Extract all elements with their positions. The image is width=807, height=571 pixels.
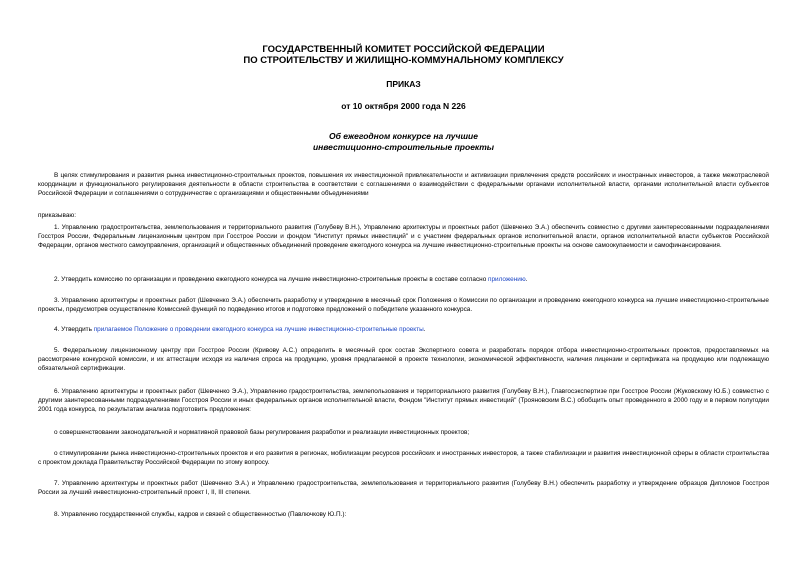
item-6-subitem-b: о стимулировании рынка инвестиционно-строительных проектов и его развития в регионах, мобилизации ресурсов российских и иностранных инвесторов, а также стабилизации и развития инвестиционной сферы в области строительства с проектом доклада Правительству Российской Федерации по этому вопросу. bbox=[38, 450, 769, 466]
item-2-end: . bbox=[525, 276, 528, 283]
preamble-paragraph: В целях стимулирования и развития рынка инвестиционно-строительных проектов, повышения их инвестиционной привлекательности и активизации привлечения средств российских и иностранных инвесторов, а также межотраслевой координации и функционального регулирования деятельности в области строительства в соответствии с соглашениями о взаимодействии с федеральными органами исполнительной власти, органами исполнительной власти субъектов Российской Федерации и соглашениями о сотрудничестве с организациями и общественными объединениями bbox=[38, 172, 769, 197]
item-2-text: 2. Утвердить комиссию по организации и проведению ежегодного конкурса на лучшие инвестиционно-строительные проекты в составе согласно bbox=[54, 276, 489, 283]
appendix-link[interactable]: приложению bbox=[488, 276, 526, 283]
item-4-text: 4. Утвердить bbox=[54, 326, 94, 333]
item-3-paragraph: 3. Управлению архитектуры и проектных работ (Шевченко Э.А.) обеспечить разработку и утверждение в месячный срок Положения о Комиссии по организации и проведению ежегодного конкурса на лучшие инвестиционно-строительные проекты, предусмотрев осуществление Комиссией функций по подведению итогов и подготовке предложений о победителе указанного конкурса. bbox=[38, 297, 769, 313]
regulation-link[interactable]: прилагаемое Положение о проведении ежегодного конкурса на лучшие инвестиционно-строительные проекты bbox=[93, 326, 424, 333]
item-6-subitem-a: о совершенствовании законодательной и нормативной правовой базы регулирования разработки и реализации инвестиционных проектов; bbox=[54, 429, 470, 436]
item-7-paragraph: 7. Управлению архитектуры и проектных работ (Шевченко Э.А.) и Управлению градостроительства, землепользования и территориального развития (Голубеву В.Н.) обеспечить разработку и утверждение образцов Дипломов Госстроя России за лучший инвестиционно-строительный проект I, II, III степени. bbox=[38, 480, 769, 496]
agency-title-line2: ПО СТРОИТЕЛЬСТВУ И ЖИЛИЩНО-КОММУНАЛЬНОМУ КОМПЛЕКСУ bbox=[243, 55, 564, 66]
subject-line2: инвестиционно-строительные проекты bbox=[312, 142, 495, 152]
item-6-paragraph: 6. Управлению архитектуры и проектных работ (Шевченко Э.А.), Управлению градостроительства, землепользования и территориального развития (Голубеву В.Н.), Главгосэкспертизе при Госстрое России (Жуковскому Ю.Б.) совместно с другими заинтересованными подразделениями Госстроя России и иных федеральных органов исполнительной власти, Фондом "Институт прямых инвестиций" (Трояновским В.С.) обобщить опыт проведенного в 2000 году и в первом полугодии 2001 года конкурса, по результатам анализа подготовить предложения: bbox=[38, 388, 769, 413]
order-word: приказываю: bbox=[38, 212, 76, 219]
item-5-paragraph: 5. Федеральному лицензионному центру при Госстрое России (Кривову А.С.) определить в месячный срок состав Экспертного совета и разработать порядок отбора инвестиционно-строительных проектов, предоставляемых на рассмотрение конкурсной комиссии, и их аттестации исходя из наличия спроса на продукцию, уровня предлагаемой в проекте технологии, экономической эффективности, наличия лицензии и сертификата на продукцию или подлежащую обязательной сертификации. bbox=[38, 347, 769, 372]
item-1-paragraph: 1. Управлению градостроительства, землепользования и территориального развития (Голубеву В.Н.), Управлению архитектуры и проектных работ (Шевченко Э.А.) обеспечить совместно с другими заинтересованными подразделениями Госстроя России, Федеральным лицензионным центром при Госстрое России и фондом "Институт прямых инвестиций" и с участием федеральных органов исполнительной власти, органов исполнительной власти субъектов Российской Федерации, органов местного самоуправления, организаций и общественных объединений проведение ежегодного конкурса на лучшие инвестиционно-строительные проекты на основе самоокупаемости и самофинансирования. bbox=[38, 224, 769, 249]
agency-title-line1: ГОСУДАРСТВЕННЫЙ КОМИТЕТ РОССИЙСКОЙ ФЕДЕРАЦИИ bbox=[262, 44, 545, 55]
subject-line1: Об ежегодном конкурсе на лучшие bbox=[329, 131, 478, 141]
document-date-number: от 10 октября 2000 года N 226 bbox=[341, 101, 466, 111]
item-8-paragraph: 8. Управлению государственной службы, кадров и связей с общественностью (Павлючкову Ю.П.): bbox=[54, 511, 347, 518]
item-4-end: . bbox=[423, 326, 426, 333]
item-4-paragraph bbox=[38, 326, 769, 335]
document-type: ПРИКАЗ bbox=[386, 79, 421, 89]
item-2-paragraph bbox=[38, 276, 769, 285]
